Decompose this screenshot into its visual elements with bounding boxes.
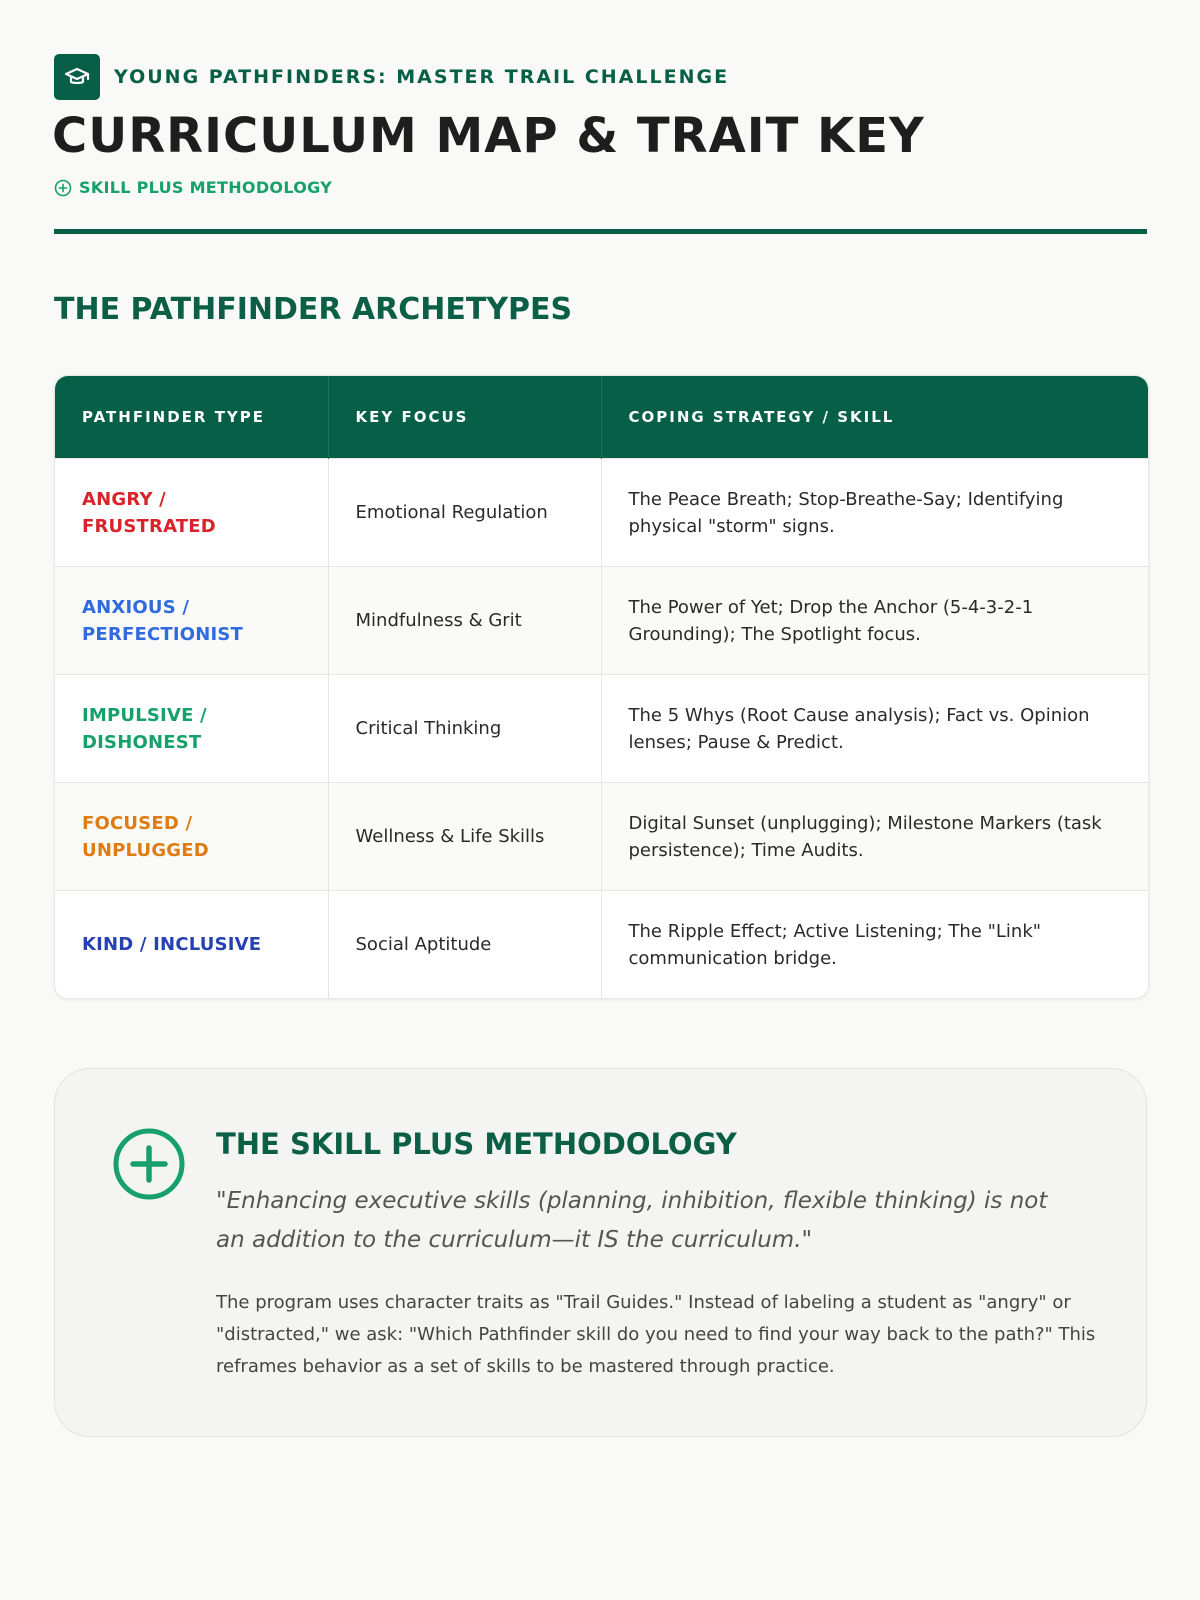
methodology-quote: "Enhancing executive skills (planning, inhibition, flexible thinking) is not an addition to the curriculum—it IS the curriculum." xyxy=(216,1188,1048,1253)
pathfinder-type: IMPULSIVE / DISHONEST xyxy=(55,675,328,783)
column-header: PATHFINDER TYPE xyxy=(55,376,328,459)
methodology-title: THE SKILL PLUS METHODOLOGY xyxy=(216,1127,737,1161)
key-focus: Critical Thinking xyxy=(328,675,601,783)
methodology-card xyxy=(54,1068,1147,1437)
archetype-table xyxy=(54,375,1149,999)
subtitle xyxy=(54,178,332,197)
pathfinder-type: ANXIOUS / PERFECTIONIST xyxy=(55,567,328,675)
plus-circle-icon xyxy=(111,1126,187,1202)
coping-strategy: The Peace Breath; Stop-Breathe-Say; Identifying physical "storm" signs. xyxy=(601,459,1148,567)
methodology-body: The program uses character traits as "Trail Guides." Instead of labeling a student as "angry" or "distracted," we ask: "Which Pathfinder skill do you need to find your way back to the path?" This reframes behavior as a set of skills to be mastered through practice. xyxy=(216,1292,1096,1377)
column-header: KEY FOCUS xyxy=(328,376,601,459)
pathfinder-type: ANGRY / FRUSTRATED xyxy=(55,459,328,567)
header-divider xyxy=(54,229,1147,234)
key-focus: Social Aptitude xyxy=(328,891,601,999)
eyebrow xyxy=(54,54,729,100)
plus-circle-icon xyxy=(54,179,72,197)
table-row xyxy=(55,783,1148,891)
eyebrow-text: YOUNG PATHFINDERS: MASTER TRAIL CHALLENGE xyxy=(114,66,730,88)
key-focus: Emotional Regulation xyxy=(328,459,601,567)
coping-strategy: The Power of Yet; Drop the Anchor (5-4-3-2-1 Grounding); The Spotlight focus. xyxy=(601,567,1148,675)
section-title: THE PATHFINDER ARCHETYPES xyxy=(54,292,573,327)
coping-strategy: Digital Sunset (unplugging); Milestone Markers (task persistence); Time Audits. xyxy=(601,783,1148,891)
table-header-row xyxy=(55,376,1148,459)
page-title: CURRICULUM MAP & TRAIT KEY xyxy=(52,108,925,164)
key-focus: Wellness & Life Skills xyxy=(328,783,601,891)
table-row xyxy=(55,675,1148,783)
pathfinder-type: FOCUSED / UNPLUGGED xyxy=(55,783,328,891)
graduation-cap-icon xyxy=(54,54,100,100)
coping-strategy: The 5 Whys (Root Cause analysis); Fact vs. Opinion lenses; Pause & Predict. xyxy=(601,675,1148,783)
pathfinder-type: KIND / INCLUSIVE xyxy=(55,891,328,999)
table-row xyxy=(55,891,1148,999)
column-header: COPING STRATEGY / SKILL xyxy=(601,376,1148,459)
table-row xyxy=(55,459,1148,567)
table-row xyxy=(55,567,1148,675)
coping-strategy: The Ripple Effect; Active Listening; The "Link" communication bridge. xyxy=(601,891,1148,999)
subtitle-text: SKILL PLUS METHODOLOGY xyxy=(79,178,333,197)
key-focus: Mindfulness & Grit xyxy=(328,567,601,675)
